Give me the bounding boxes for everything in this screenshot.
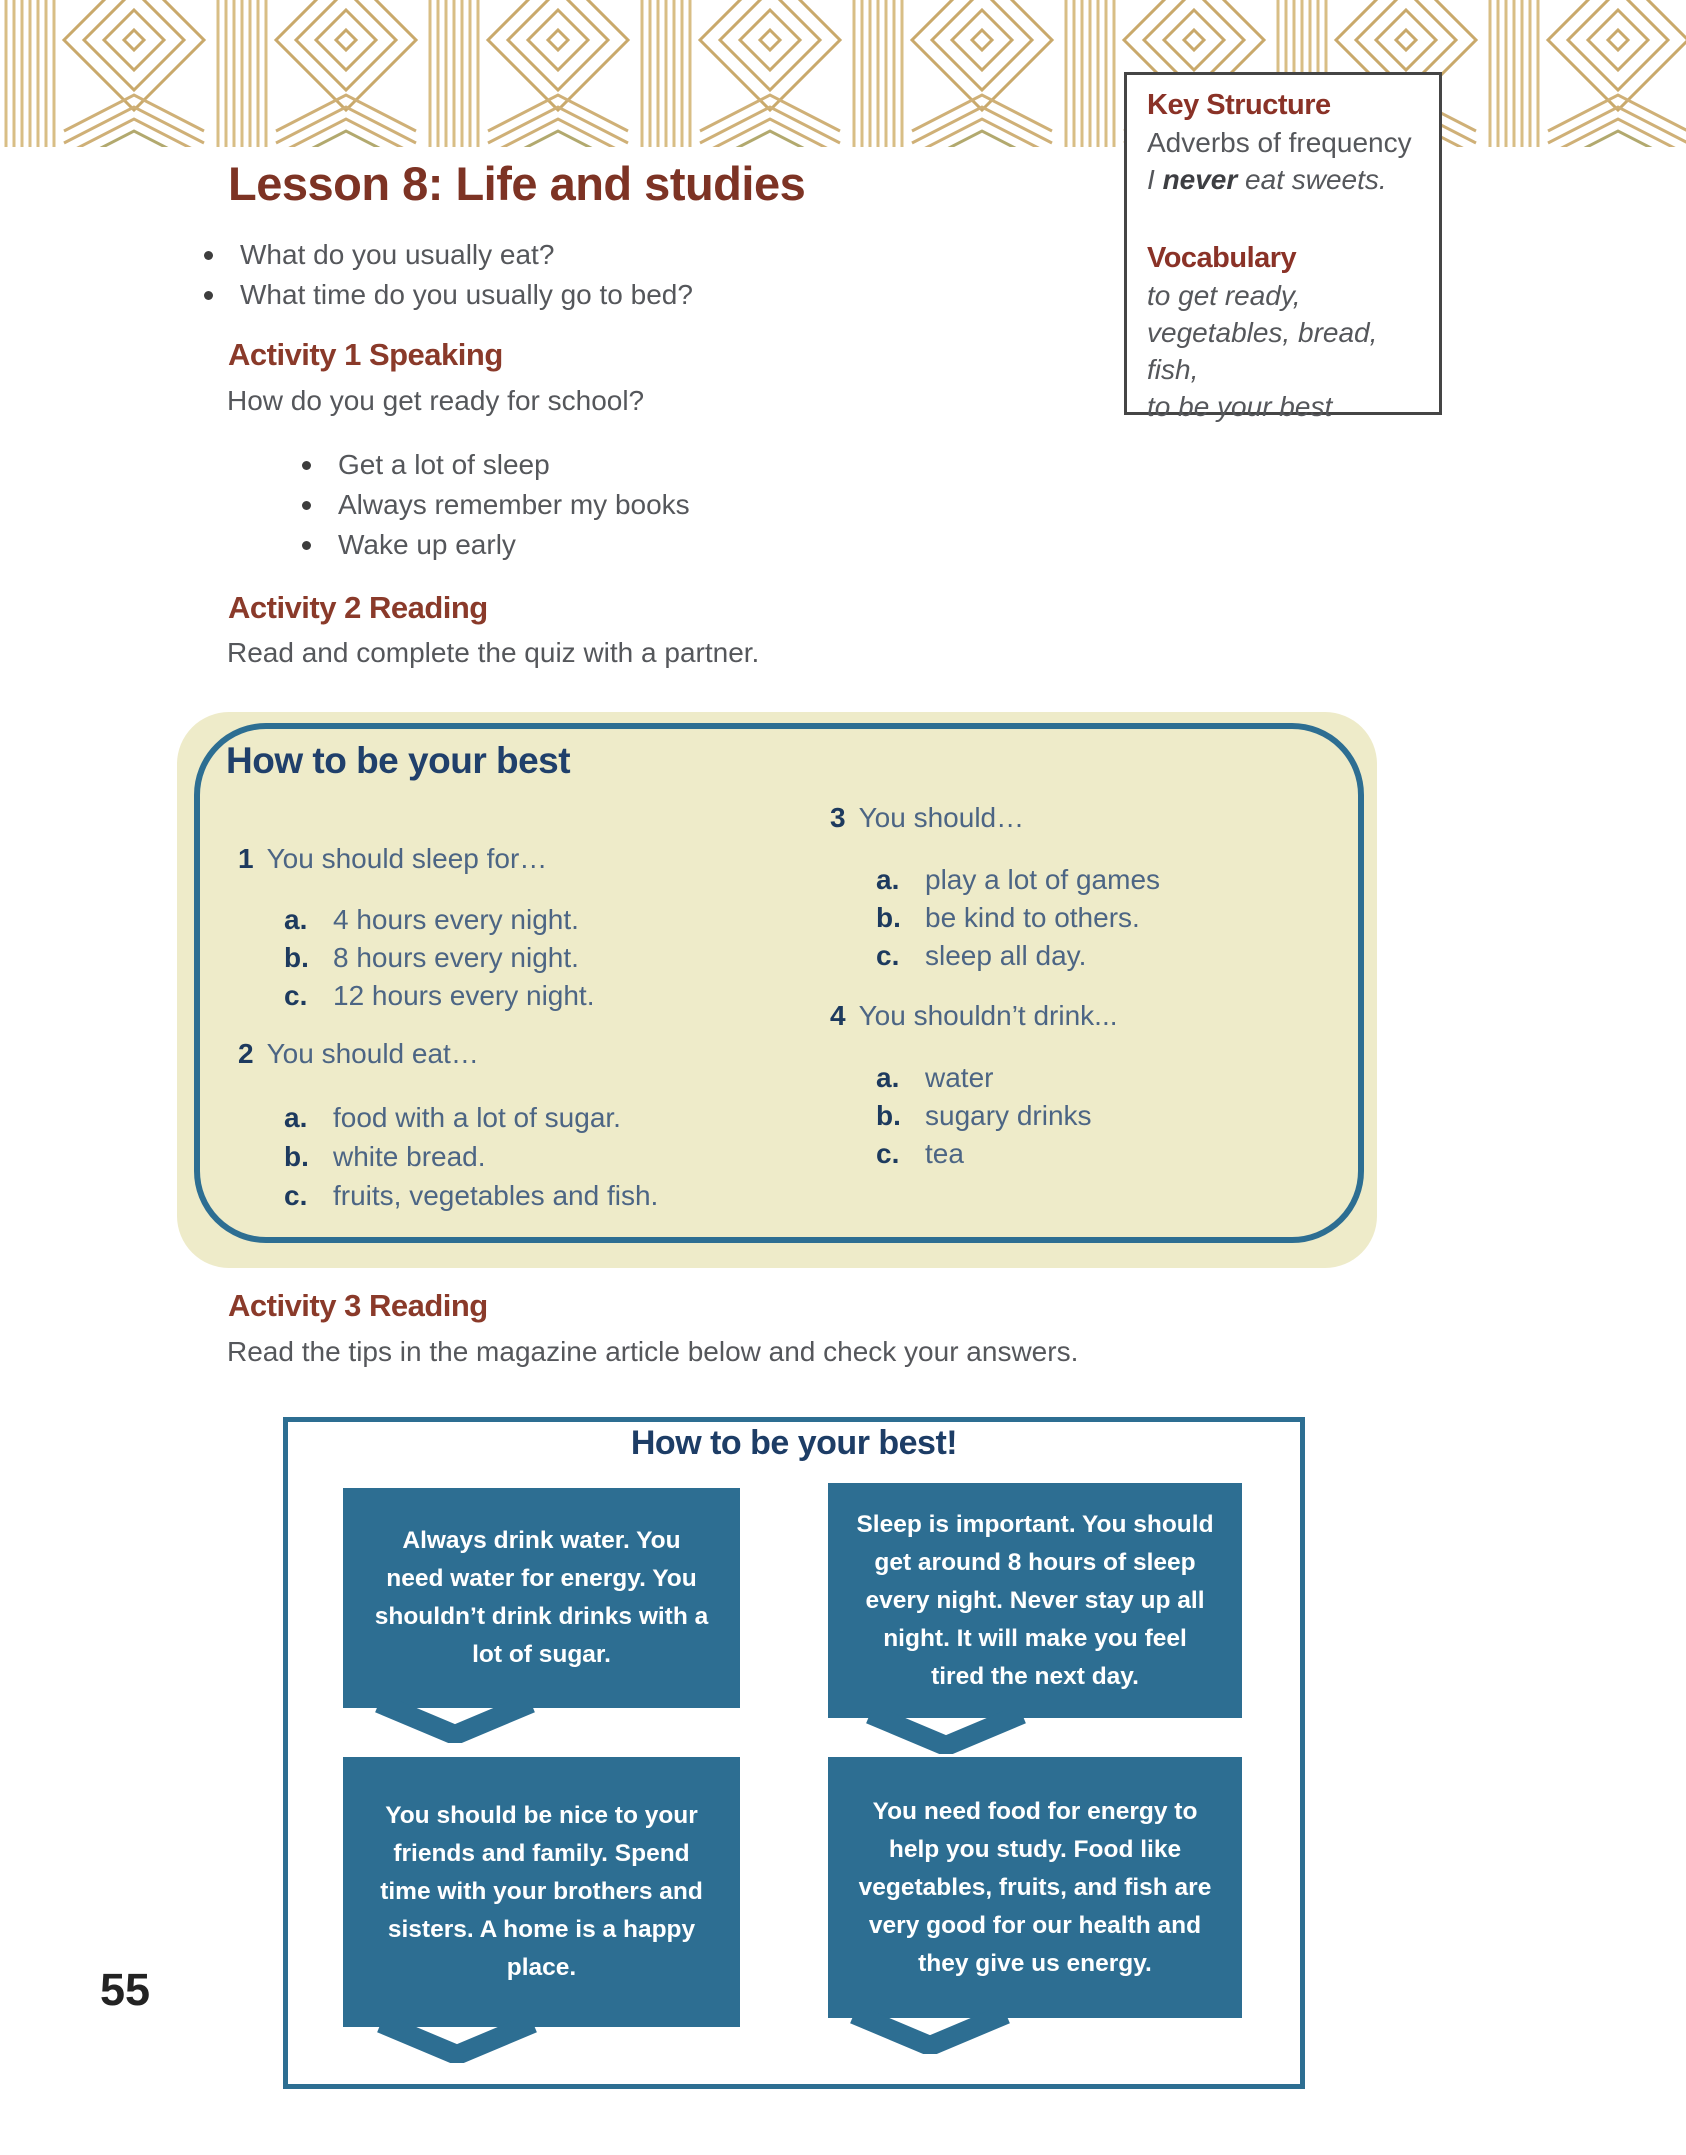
tip-card: Sleep is important. You should get around 8 hours of sleep every night. Never stay up all night. It will make you feel tired the next day. bbox=[828, 1483, 1242, 1718]
magazine-title: How to be your best! bbox=[630, 1424, 958, 1462]
key-structure-line: Adverbs of frequency bbox=[1147, 127, 1412, 158]
quiz-question: 1 You should sleep for… bbox=[238, 843, 548, 874]
tip-card: You need food for energy to help you study. Food like vegetables, fruits, and fish are very good for our health and they give us energy. bbox=[828, 1757, 1242, 2018]
tip-card: Always drink water. You need water for energy. You shouldn’t drink drinks with a lot of sugar. bbox=[343, 1488, 740, 1708]
activity3-prompt: Read the tips in the magazine article below and check your answers. bbox=[227, 1336, 1079, 1367]
quiz-option: b. be kind to others. bbox=[876, 902, 1140, 933]
list-item: Always remember my books bbox=[302, 489, 690, 521]
vocabulary-line: to get ready, bbox=[1147, 280, 1301, 311]
quiz-option: b. white bread. bbox=[284, 1141, 486, 1172]
activity1-title: Activity 1 Speaking bbox=[228, 337, 503, 372]
list-item: Get a lot of sleep bbox=[302, 449, 550, 481]
quiz-option: c. fruits, vegetables and fish. bbox=[284, 1180, 659, 1211]
page-number: 55 bbox=[100, 1964, 151, 2015]
speech-tail-icon bbox=[373, 2019, 541, 2063]
bullet-dot-icon bbox=[302, 461, 311, 470]
tip-card: You should be nice to your friends and family. Spend time with your brothers and sisters. A home is a happy place. bbox=[343, 1757, 740, 2027]
bullet-dot-icon bbox=[302, 541, 311, 550]
activity1-prompt: How do you get ready for school? bbox=[227, 385, 645, 416]
speech-tail-icon bbox=[862, 1710, 1030, 1754]
quiz-option: b. sugary drinks bbox=[876, 1100, 1092, 1131]
quiz-option: a. 4 hours every night. bbox=[284, 904, 579, 935]
quiz-option: a. play a lot of games bbox=[876, 864, 1161, 895]
bullet-dot-icon bbox=[204, 291, 213, 300]
quiz-option: c. tea bbox=[876, 1138, 964, 1169]
vocabulary-line: to be your best bbox=[1147, 391, 1333, 422]
quiz-option: c. sleep all day. bbox=[876, 940, 1087, 971]
activity2-title: Activity 2 Reading bbox=[228, 590, 488, 625]
quiz-question: 4 You shouldn’t drink... bbox=[830, 1000, 1118, 1031]
quiz-title: How to be your best bbox=[226, 740, 571, 781]
bullet-dot-icon bbox=[204, 251, 213, 260]
activity2-prompt: Read and complete the quiz with a partner. bbox=[227, 637, 760, 668]
quiz-question: 3 You should… bbox=[830, 802, 1025, 833]
list-item: Wake up early bbox=[302, 529, 516, 561]
speech-tail-icon bbox=[846, 2010, 1014, 2054]
key-structure-box bbox=[1124, 72, 1442, 422]
list-item: What do you usually eat? bbox=[204, 239, 554, 271]
bullet-dot-icon bbox=[302, 501, 311, 510]
key-structure-example: I never eat sweets. bbox=[1147, 164, 1387, 195]
key-structure-title: Key Structure bbox=[1147, 89, 1331, 121]
page-title: Lesson 8: Life and studies bbox=[228, 157, 806, 210]
activity3-title: Activity 3 Reading bbox=[228, 1288, 488, 1323]
speech-tail-icon bbox=[371, 1699, 539, 1743]
spacer bbox=[1147, 198, 1419, 240]
list-item: What time do you usually go to bed? bbox=[204, 279, 693, 311]
vocabulary-title: Vocabulary bbox=[1147, 242, 1297, 274]
quiz-option: b. 8 hours every night. bbox=[284, 942, 579, 973]
quiz-option: a. food with a lot of sugar. bbox=[284, 1102, 621, 1133]
vocabulary-line: vegetables, bread, fish, bbox=[1147, 317, 1378, 385]
quiz-option: c. 12 hours every night. bbox=[284, 980, 595, 1011]
quiz-question: 2 You should eat… bbox=[238, 1038, 479, 1069]
quiz-option: a. water bbox=[876, 1062, 994, 1093]
